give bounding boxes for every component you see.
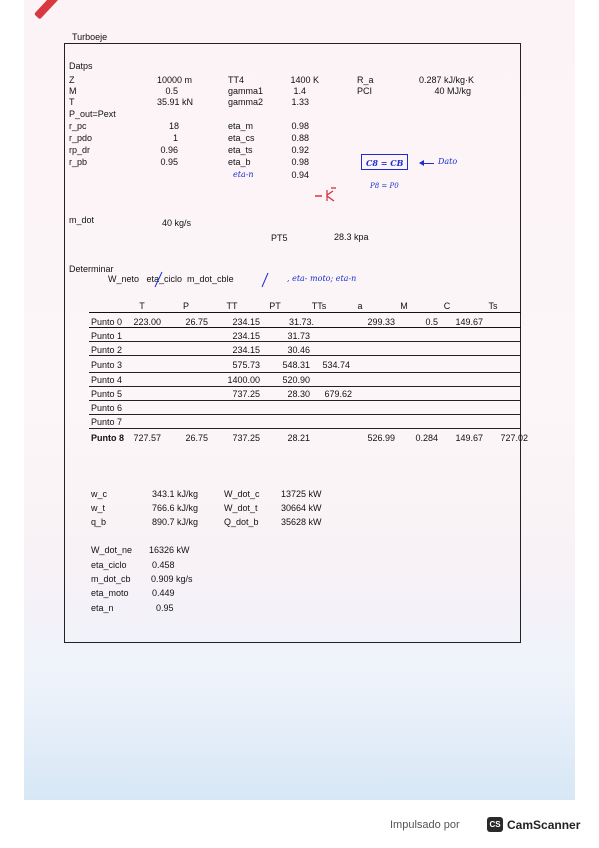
datos-value3: 40 MJ/kg: [434, 86, 471, 96]
row-label: Punto 2: [91, 345, 123, 355]
handwritten-eta-n: eta-n: [233, 170, 254, 179]
table-cell: 234.15: [232, 331, 260, 341]
table-cell: 727.02: [500, 433, 528, 443]
mdot-value: 40 kg/s: [162, 218, 192, 228]
arrow-left-icon: [420, 163, 434, 164]
handwritten-slashes: [150, 269, 270, 289]
datos-value2: 0.98: [291, 121, 309, 131]
result-value2: 13725 kW: [281, 489, 322, 499]
table-cell: 28.21: [287, 433, 310, 443]
row-label: Punto 3: [91, 360, 123, 370]
summary-label: W_dot_ne: [91, 545, 133, 555]
table-cell: 737.25: [232, 389, 260, 399]
result-value: 343.1 kJ/kg: [152, 489, 199, 499]
datos-value: 1: [172, 133, 178, 143]
result-value: 890.7 kJ/kg: [152, 517, 199, 527]
datos-value2: 1.4: [293, 86, 306, 96]
row-label: Punto 8: [91, 433, 124, 443]
datos-value2: 0.92: [291, 145, 309, 155]
table-cell: 149.67: [455, 317, 483, 327]
datos-header: Datps: [69, 61, 93, 71]
datos-value: 0.96: [160, 145, 178, 155]
table-cell: 223.00: [133, 317, 161, 327]
result-label2: W_dot_c: [224, 489, 260, 499]
result-value2: 35628 kW: [281, 517, 322, 527]
summary-value: 16326 kW: [149, 545, 190, 555]
col-header: a: [357, 301, 363, 311]
result-value2: 30664 kW: [281, 503, 322, 513]
table-cell: 26.75: [185, 433, 208, 443]
row-label: Punto 0: [91, 317, 123, 327]
datos-value3: 0.287 kJ/kg·K: [418, 75, 474, 85]
datos-label3: PCI: [357, 86, 373, 96]
row-label: Punto 4: [91, 375, 123, 385]
pt5-value: 28.3 kpa: [334, 232, 369, 242]
result-label2: Q_dot_b: [224, 517, 259, 527]
row-label: Punto 1: [91, 331, 123, 341]
datos-label2: gamma2: [228, 97, 264, 107]
datos-label: r_pc: [69, 121, 87, 131]
col-header: TT: [226, 301, 238, 311]
camscanner-brand: CamScanner: [507, 818, 581, 832]
datos-label2: eta_cs: [228, 133, 255, 143]
datos-label2: eta_b: [228, 157, 251, 167]
camscanner-logo-icon: CS: [487, 817, 503, 832]
datos-value2: 0.88: [291, 133, 309, 143]
table-cell: 234.15: [232, 345, 260, 355]
handwritten-p8-note: P8 = P0: [370, 182, 399, 190]
result-label: q_b: [91, 517, 107, 527]
table-line: [89, 400, 521, 401]
table-line: [89, 372, 521, 373]
table-cell: 299.33: [367, 317, 395, 327]
col-header: Ts: [488, 301, 498, 311]
table-line: [89, 386, 521, 387]
row-label: Punto 6: [91, 403, 123, 413]
table-cell: 548.31: [282, 360, 310, 370]
table-cell: 26.75: [185, 317, 208, 327]
datos-label2: gamma1: [228, 86, 264, 96]
datos-value: 10000 m: [156, 75, 192, 85]
result-value: 766.6 kJ/kg: [152, 503, 199, 513]
pencil-icon: [34, 0, 70, 19]
red-annotation-mark: [314, 187, 340, 203]
datos-value2: 0.98: [291, 157, 309, 167]
table-cell: 526.99: [367, 433, 395, 443]
datos-label: rp_dr: [69, 145, 91, 155]
table-cell: 0.284: [415, 433, 438, 443]
datos-label2: eta_m: [228, 121, 254, 131]
result-label2: W_dot_t: [224, 503, 258, 513]
datos-label2: TT4: [228, 75, 245, 85]
result-label: w_t: [91, 503, 106, 513]
datos-label: M: [69, 86, 77, 96]
determinar-label: Determinar: [69, 264, 114, 274]
summary-label: eta_moto: [91, 588, 129, 598]
summary-value: 0.449: [152, 588, 175, 598]
table-cell: 727.57: [133, 433, 161, 443]
determinar-items: W_neto eta_ciclo m_dot_cble: [108, 274, 234, 284]
table-line: [89, 414, 521, 415]
handwritten-determinar-note: , eta- moto; eta-n: [287, 274, 357, 283]
datos-label2: eta_ts: [228, 145, 253, 155]
row-label: Punto 5: [91, 389, 123, 399]
result-label: w_c: [91, 489, 108, 499]
summary-label: eta_ciclo: [91, 560, 127, 570]
row-label: Punto 7: [91, 417, 123, 427]
summary-label: eta_n: [91, 603, 114, 613]
table-cell: 520.90: [282, 375, 310, 385]
table-cell: 679.62: [324, 389, 352, 399]
document-title: Turboeje: [72, 32, 108, 42]
table-cell: 30.46: [287, 345, 310, 355]
table-cell: 737.25: [232, 433, 260, 443]
table-line: [89, 428, 521, 429]
summary-value: 0.95: [156, 603, 174, 613]
col-header: T: [139, 301, 145, 311]
col-header: PT: [269, 301, 281, 311]
table-line: [89, 312, 521, 313]
datos-value2: 1400 K: [290, 75, 319, 85]
mdot-label: m_dot: [69, 215, 95, 225]
datos-label: Z: [69, 75, 75, 85]
table-cell: 534.74: [322, 360, 350, 370]
pt5-label: PT5: [271, 233, 288, 243]
table-cell: 31.73.: [288, 317, 314, 327]
col-header: P: [182, 301, 189, 311]
summary-value: 0.909 kg/s: [151, 574, 193, 584]
table-cell: 31.73: [287, 331, 310, 341]
datos-value2: 0.94: [291, 170, 309, 180]
datos-label3: R_a: [357, 75, 374, 85]
col-header: M: [400, 301, 408, 311]
table-cell: 575.73: [232, 360, 260, 370]
summary-value: 0.458: [152, 560, 175, 570]
handwritten-boxed-note: C8 = CB: [366, 158, 404, 168]
table-cell: 234.15: [232, 317, 260, 327]
summary-label: m_dot_cb: [91, 574, 131, 584]
datos-value: 0.5: [165, 86, 178, 96]
table-cell: 28.30: [287, 389, 310, 399]
table-cell: 1400.00: [227, 375, 260, 385]
table-cell: 0.5: [425, 317, 438, 327]
handwritten-dato-note: Dato: [438, 157, 458, 166]
table-cell: 149.67: [455, 433, 483, 443]
col-header: C: [443, 301, 451, 311]
datos-label: T: [69, 97, 75, 107]
datos-value: 35.91 kN: [156, 97, 193, 107]
datos-label: r_pb: [69, 157, 88, 167]
datos-value: 0.95: [160, 157, 178, 167]
col-header: TTs: [311, 301, 327, 311]
datos-value: 18: [168, 121, 179, 131]
datos-value2: 1.33: [291, 97, 309, 107]
powered-by-text: Impulsado por: [390, 819, 460, 831]
datos-label: P_out=Pext: [69, 109, 116, 119]
datos-label: r_pdo: [69, 133, 93, 143]
